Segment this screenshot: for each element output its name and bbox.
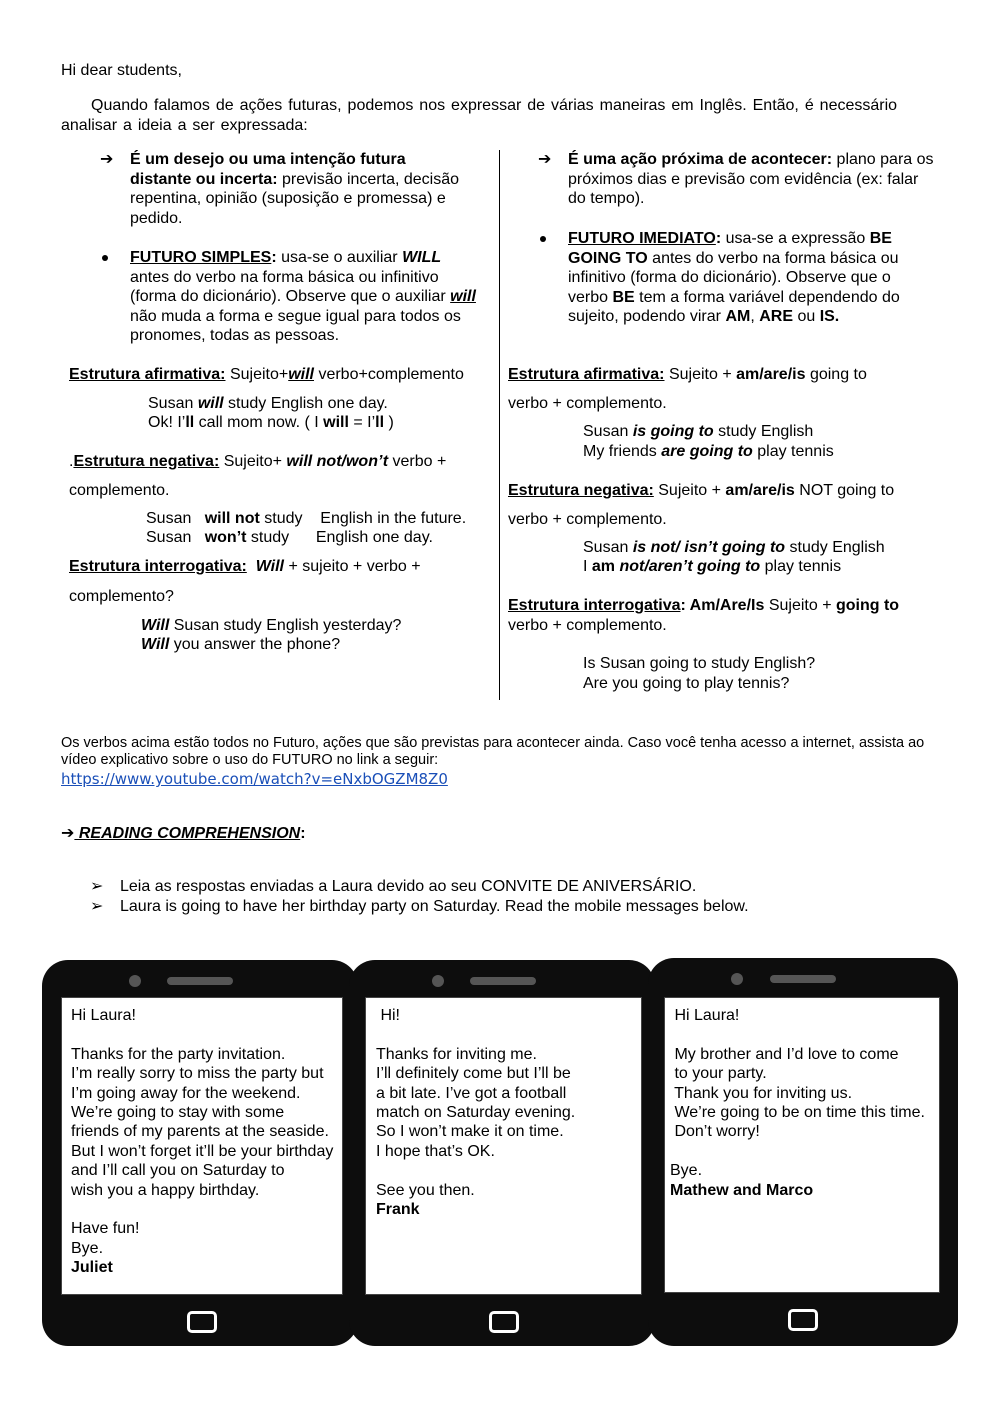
left-intro: É um desejo ou uma intenção futura distante ou incerta: previsão incerta, decisão repentina, opinião (suposição e promessa) e pedido. — [130, 151, 460, 227]
greeting: Hi dear students, — [61, 62, 182, 79]
phone-screen — [664, 997, 940, 1293]
camera-icon — [731, 973, 743, 985]
message-line: Bye. — [71, 1239, 104, 1257]
camera-icon — [432, 975, 444, 987]
left-int-example-2: Will you answer the phone? — [141, 636, 341, 653]
message-line: Hi! — [376, 1007, 400, 1024]
video-note: Os verbos acima estão todos no Futuro, ações que são previstas para acontecer ainda. Caso você tenha acesso a internet, assista ao vídeo explicativo sobre o uso do FUTURO no link a seguir: — [61, 735, 925, 768]
left-neg-example-1: Susan will not study English in the future. — [146, 510, 467, 527]
message-line: I hope that’s OK. — [376, 1142, 495, 1160]
message-line — [670, 1142, 938, 1161]
message-line — [71, 1200, 341, 1219]
arrow-bullet-icon: ➔ — [100, 151, 114, 168]
message-line: I’m going away for the weekend. — [71, 1084, 301, 1102]
message-line: Hi Laura! — [71, 1007, 136, 1024]
message-line: So I won’t make it on time. — [376, 1123, 564, 1141]
phone-screen — [61, 997, 343, 1295]
left-neg-structure: .Estrutura negativa: Sujeito+ will not/won’t verbo + — [69, 453, 447, 470]
message-line: Have fun! — [71, 1220, 140, 1238]
reading-heading: ➔ READING COMPREHENSION: — [61, 825, 306, 842]
right-int-example-2: Are you going to play tennis? — [583, 675, 790, 692]
right-neg-example-2: I am not/aren’t going to play tennis — [583, 558, 842, 575]
left-int-structure: Estrutura interrogativa: Will + sujeito + verbo + — [69, 558, 421, 575]
message-line: Thanks for the party invitation. — [71, 1045, 286, 1063]
right-intro: É uma ação próxima de acontecer: plano para os próximos dias e previsão com evidência (ex: falar do tempo). — [568, 151, 934, 207]
message-signature: Frank — [376, 1201, 420, 1219]
left-aff-structure: Estrutura afirmativa: Sujeito+will verbo+complemento — [69, 366, 464, 383]
camera-icon — [129, 975, 141, 987]
message-line: and I’ll call you on Saturday to — [71, 1162, 285, 1180]
message-line — [376, 1161, 638, 1180]
bullet-dot-icon — [102, 255, 108, 261]
message-line: Thank you for inviting us. — [670, 1084, 853, 1102]
message-line: Hi Laura! — [670, 1007, 740, 1024]
left-aff-example-2: Ok! I’ll call mom now. ( I will = I’ll ) — [148, 414, 394, 431]
message-line — [71, 1025, 341, 1044]
arrowhead-bullet-icon: ➢ — [90, 878, 104, 895]
intro-paragraph: Quando falamos de ações futuras, podemos nos expressar de várias maneiras em Inglês. Então, é necessário analisar a ideia a ser expressada: — [61, 97, 898, 134]
speaker-icon — [470, 977, 536, 985]
right-int-structure-cont: verbo + complemento. — [508, 617, 667, 634]
home-button-icon[interactable] — [489, 1311, 519, 1333]
left-int-structure-cont: complemento? — [69, 588, 174, 605]
phone-mathew-marco — [648, 958, 958, 1346]
left-futuro-simples: FUTURO SIMPLES: usa-se o auxiliar WILL antes do verbo na forma básica ou infinitivo (forma do dicionário). Observe que o auxiliar will não muda a forma e segue igual para todos os pronomes, todas as pessoas. — [130, 249, 476, 344]
right-aff-structure-cont: verbo + complemento. — [508, 395, 667, 412]
message-line: wish you a happy birthday. — [71, 1181, 260, 1199]
message-text — [71, 1006, 341, 1278]
bullet-dot-icon — [540, 236, 546, 242]
message-text — [376, 1006, 638, 1219]
home-button-icon[interactable] — [788, 1309, 818, 1331]
right-aff-example-2: My friends are going to play tennis — [583, 443, 834, 460]
right-futuro-imediato: FUTURO IMEDIATO: usa-se a expressão BE GOING TO antes do verbo na forma básica ou infinitivo (forma do dicionário). Observe que o verbo BE tem a forma variável dependendo do sujeito, podendo virar AM, ARE ou IS. — [568, 230, 900, 325]
message-signature: Mathew and Marco — [670, 1181, 814, 1199]
right-aff-structure: Estrutura afirmativa: Sujeito + am/are/is going to — [508, 366, 867, 383]
right-neg-structure-cont: verbo + complemento. — [508, 511, 667, 528]
speaker-icon — [167, 977, 233, 985]
message-line: match on Saturday evening. — [376, 1104, 576, 1122]
message-line — [376, 1025, 638, 1044]
phone-juliet — [42, 960, 358, 1346]
message-line: a bit late. I’ve got a football — [376, 1084, 567, 1102]
arrow-icon: ➔ — [61, 825, 75, 842]
left-int-example-1: Will Susan study English yesterday? — [141, 617, 402, 634]
arrow-bullet-icon: ➔ — [538, 151, 552, 168]
left-neg-structure-cont: complemento. — [69, 482, 170, 499]
message-line: Thanks for inviting me. — [376, 1045, 537, 1063]
speaker-icon — [770, 975, 836, 983]
message-line: to your party. — [670, 1065, 767, 1083]
message-line: My brother and I’d love to come — [670, 1045, 899, 1063]
youtube-link[interactable]: https://www.youtube.com/watch?v=eNxbOGZM8Z0 — [61, 770, 448, 788]
phone-screen — [365, 997, 642, 1295]
reading-item-1: Leia as respostas enviadas a Laura devido ao seu CONVITE DE ANIVERSÁRIO. — [120, 878, 697, 895]
message-line: I’m really sorry to miss the party but — [71, 1065, 324, 1083]
right-int-example-1: Is Susan going to study English? — [583, 655, 816, 672]
left-neg-example-2: Susan won’t study English one day. — [146, 529, 433, 546]
message-line: But I won’t forget it’ll be your birthday — [71, 1142, 334, 1160]
message-line: We’re going to be on time this time. — [670, 1104, 925, 1122]
right-neg-structure: Estrutura negativa: Sujeito + am/are/is NOT going to — [508, 482, 895, 499]
message-line — [670, 1025, 938, 1044]
message-line: I’ll definitely come but I’ll be — [376, 1065, 571, 1083]
message-text — [670, 1006, 938, 1200]
message-line: Don’t worry! — [670, 1123, 760, 1141]
message-signature: Juliet — [71, 1259, 113, 1277]
message-line: We’re going to stay with some — [71, 1104, 285, 1122]
right-neg-example-1: Susan is not/ isn’t going to study English — [583, 539, 885, 556]
phone-frank — [349, 960, 655, 1346]
message-line: See you then. — [376, 1181, 475, 1199]
column-divider — [499, 150, 500, 700]
message-line: Bye. — [670, 1162, 703, 1180]
right-int-structure: Estrutura interrogativa: Am/Are/Is Sujeito + going to — [508, 597, 900, 614]
right-aff-example-1: Susan is going to study English — [583, 423, 814, 440]
reading-item-2: Laura is going to have her birthday party on Saturday. Read the mobile messages below. — [120, 898, 749, 915]
message-line: friends of my parents at the seaside. — [71, 1123, 329, 1141]
home-button-icon[interactable] — [187, 1311, 217, 1333]
arrowhead-bullet-icon: ➢ — [90, 898, 104, 915]
left-aff-example-1: Susan will study English one day. — [148, 395, 388, 412]
